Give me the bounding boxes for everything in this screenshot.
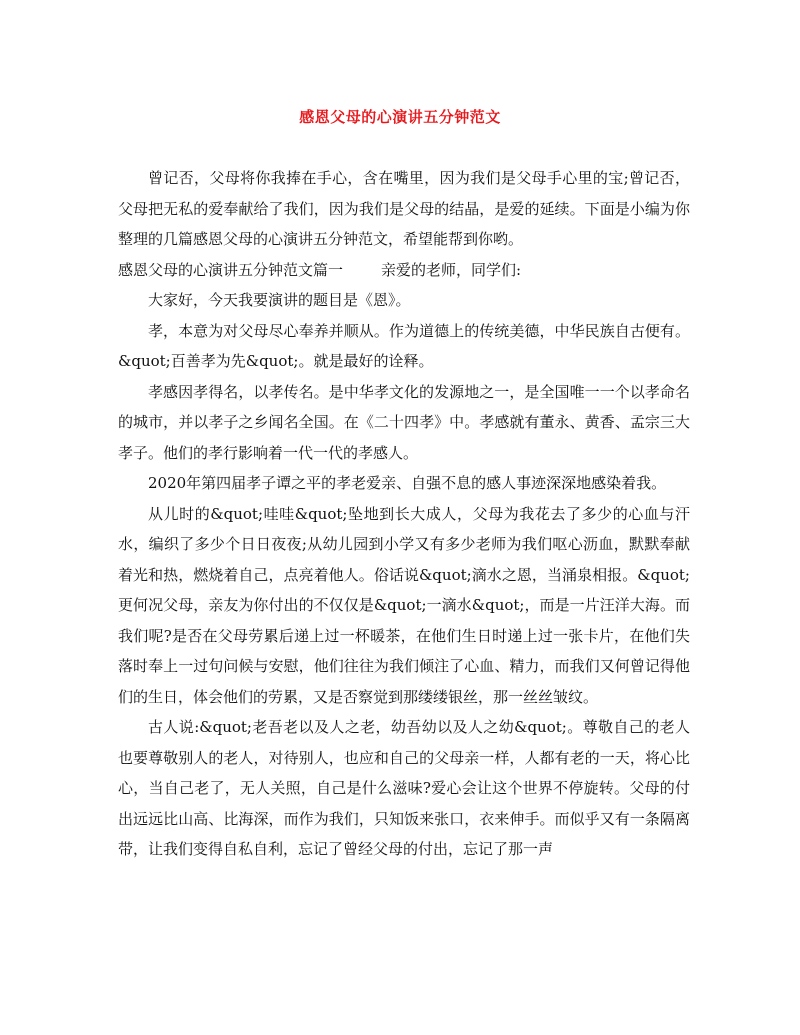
intro-paragraph: 曾记否，父母将你我捧在手心，含在嘴里，因为我们是父母手心里的宝;曾记否，父母把无私的爱奉献给了我们，因为我们是父母的结晶，是爱的延续。下面是小编为你整理的几篇感恩父母的心演讲五分钟范文，希望能帮到你哟。 [118, 169, 690, 248]
paragraph-2020: 2020年第四届孝子谭之平的孝老爱亲、自强不息的感人事迹深深地感染着我。 [148, 474, 667, 492]
paragraph-filial-piety: 孝，本意为对父母尽心奉养并顺从。作为道德上的传统美德，中华民族自古便有。&quot;百善孝为先&quot;。就是最好的诠释。 [118, 321, 690, 370]
paragraph-xiaogan: 孝感因孝得名，以孝传名。是中华孝文化的发源地之一，是全国唯一一个以孝命名的城市，并以孝子之乡闻名全国。在《二十四孝》中。孝感就有董永、黄香、孟宗三大孝子。他们的孝行影响着一代一代的孝感人。 [118, 382, 690, 462]
section-heading-line [118, 255, 690, 286]
document-title: 感恩父母的心演讲五分钟范文 [299, 108, 501, 126]
paragraph-childhood: 从儿时的&quot;哇哇&quot;坠地到长大成人，父母为我花去了多少的心血与汗水，编织了多少个日日夜夜;从幼儿园到小学又有多少老师为我们呕心沥血，默默奉献着光和热，燃烧着自己，点亮着他人。俗话说&quot;滴水之恩，当涌泉相报。&quot;更何况父母，亲友为你付出的不仅仅是&quot;一滴水&quot;，而是一片汪洋大海。而我们呢?是否在父母劳累后递上过一杯暖茶，在他们生日时递上过一张卡片，在他们失落时奉上一过句问候与安慰，他们往往为我们倾注了心血、精力，而我们又何曾记得他们的生日，体会他们的劳累，又是否察觉到那缕缕银丝，那一丝丝皱纹。 [118, 504, 690, 706]
paragraph-ancients: 古人说:&quot;老吾老以及人之老，幼吾幼以及人之幼&quot;。尊敬自己的老人也要尊敬别人的老人，对待别人，也应和自己的父母亲一样，人都有老的一天，将心比心，当自己老了，无人关照，自己是什么滋味?爱心会让这个世界不停旋转。父母的付出远远比山高、比海深，而作为我们，只知饭来张口，衣来伸手。而似乎又有一条隔离带，让我们变得自私自利，忘记了曾经父母的付出，忘记了那一声 [118, 718, 690, 858]
document-body [118, 163, 690, 865]
paragraph-greeting: 大家好，今天我要演讲的题目是《恩》。 [148, 291, 411, 309]
salutation: 亲爱的老师，同学们: [381, 260, 522, 279]
section-heading: 感恩父母的心演讲五分钟范文篇一 [118, 260, 344, 279]
